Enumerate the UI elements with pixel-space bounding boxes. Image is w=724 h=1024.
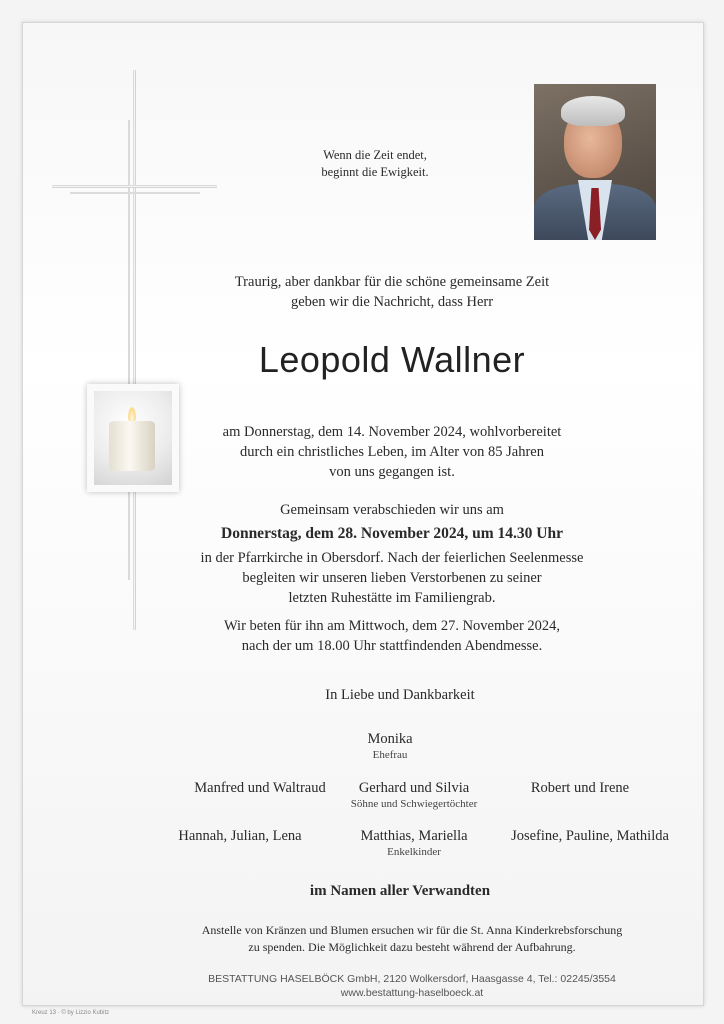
grandchildren-name: Josefine, Pauline, Mathilda: [511, 828, 669, 844]
portrait-photo: [534, 84, 656, 240]
gratitude-line: In Liebe und Dankbarkeit: [325, 687, 475, 703]
grandchildren-name: Matthias, Mariella: [360, 828, 468, 844]
prayer-details: Wir beten für ihn am Mittwoch, dem 27. November 2024, nach der um 18.00 Uhr stattfindenden Abendmesse.: [223, 618, 561, 654]
death-notice: am Donnerstag, dem 14. November 2024, wohlvorbereitet durch ein christliches Leben, im Alter von 85 Jahren von uns gegangen ist.: [222, 424, 562, 480]
cross-vertical-beam: [133, 70, 136, 630]
deceased-name: Leopold Wallner: [258, 339, 526, 380]
candle-icon: [109, 421, 155, 471]
child-name: Robert und Irene: [530, 780, 630, 796]
spouse-name: Monika: [367, 731, 413, 747]
relatives-line: im Namen aller Verwandten: [309, 883, 491, 899]
donation-request: Anstelle von Kränzen und Blumen ersuchen wir für die St. Anna Kinderkrebsforschung zu spenden. Die Möglichkeit dazu besteht während der Aufbahrung.: [201, 923, 623, 954]
grandchildren-role: Enkelkinder: [387, 846, 441, 858]
child-name: Gerhard und Silvia: [358, 780, 470, 796]
design-credit: Kreuz 13 · © by Lizzio Kubitz: [32, 1010, 110, 1016]
ceremony-details: in der Pfarrkirche in Obersdorf. Nach der feierlichen Seelenmesse begleiten wir unseren lieben Verstorbenen zu seiner letzten Ruhestätte im Familiengrab.: [200, 550, 584, 606]
epitaph-quote: Wenn die Zeit endet, beginnt die Ewigkeit.: [321, 148, 429, 179]
funeral-home-website: www.bestattung-haselboeck.at: [340, 987, 484, 999]
intro-text: Traurig, aber dankbar für die schöne gemeinsame Zeit geben wir die Nachricht, dass Herr: [234, 274, 550, 310]
candle-image: [87, 384, 179, 492]
children-role: Söhne und Schwiegertöchter: [350, 798, 478, 810]
grandchildren-name: Hannah, Julian, Lena: [178, 828, 302, 844]
cross-vertical-shadow: [128, 120, 130, 580]
funeral-home-info: BESTATTUNG HASELBÖCK GmbH, 2120 Wolkersdorf, Haasgasse 4, Tel.: 02245/3554: [208, 973, 616, 985]
farewell-intro: Gemeinsam verabschieden wir uns am: [280, 502, 504, 518]
cross-horizontal-beam: [52, 185, 217, 188]
farewell-date: Donnerstag, dem 28. November 2024, um 14.30 Uhr: [221, 525, 563, 542]
spouse-role: Ehefrau: [372, 749, 408, 761]
child-name: Manfred und Waltraud: [194, 780, 326, 796]
cross-horizontal-shadow: [70, 192, 200, 194]
